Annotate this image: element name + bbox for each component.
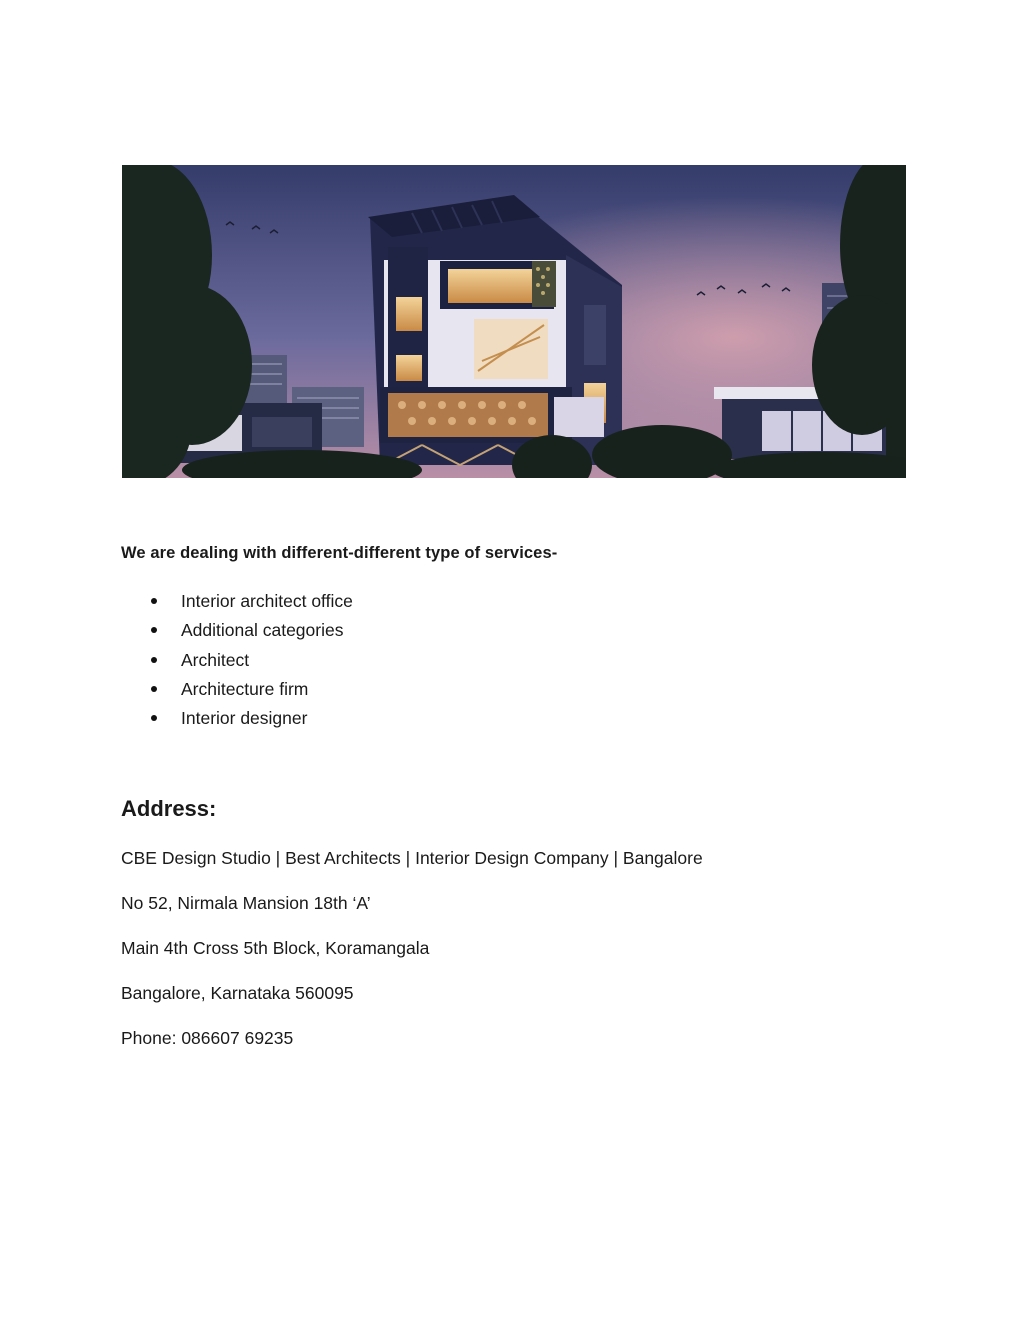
list-item-label: Interior architect office [181,591,353,611]
address-street-line: No 52, Nirmala Mansion 18th ‘A’ [121,893,371,913]
address-heading: Address: [121,796,217,821]
building-illustration [122,165,906,478]
list-item [0,677,353,706]
list-item-label: Interior designer [181,708,308,729]
services-list [0,589,353,735]
building-photo [122,165,906,478]
services-heading: We are dealing with different-different type of services- [121,544,558,562]
bullet-icon [151,598,157,604]
address-phone-line: Phone: 086607 69235 [121,1028,294,1048]
bullet-icon [151,686,157,692]
list-item [0,648,353,677]
bullet-icon [151,627,157,633]
address-city-line: Bangalore, Karnataka 560095 [121,983,354,1003]
address-company-line: CBE Design Studio | Best Architects | Interior Design Company | Bangalore [121,848,703,868]
list-item [0,589,353,618]
address-area-line: Main 4th Cross 5th Block, Koramangala [121,938,430,958]
list-item-label: Additional categories [181,620,344,641]
list-item [0,618,353,647]
list-item [0,706,353,735]
bullet-icon [151,657,157,663]
list-item-label: Architect [181,649,250,670]
list-item-label: Architecture firm [181,678,309,699]
bullet-icon [151,715,157,721]
